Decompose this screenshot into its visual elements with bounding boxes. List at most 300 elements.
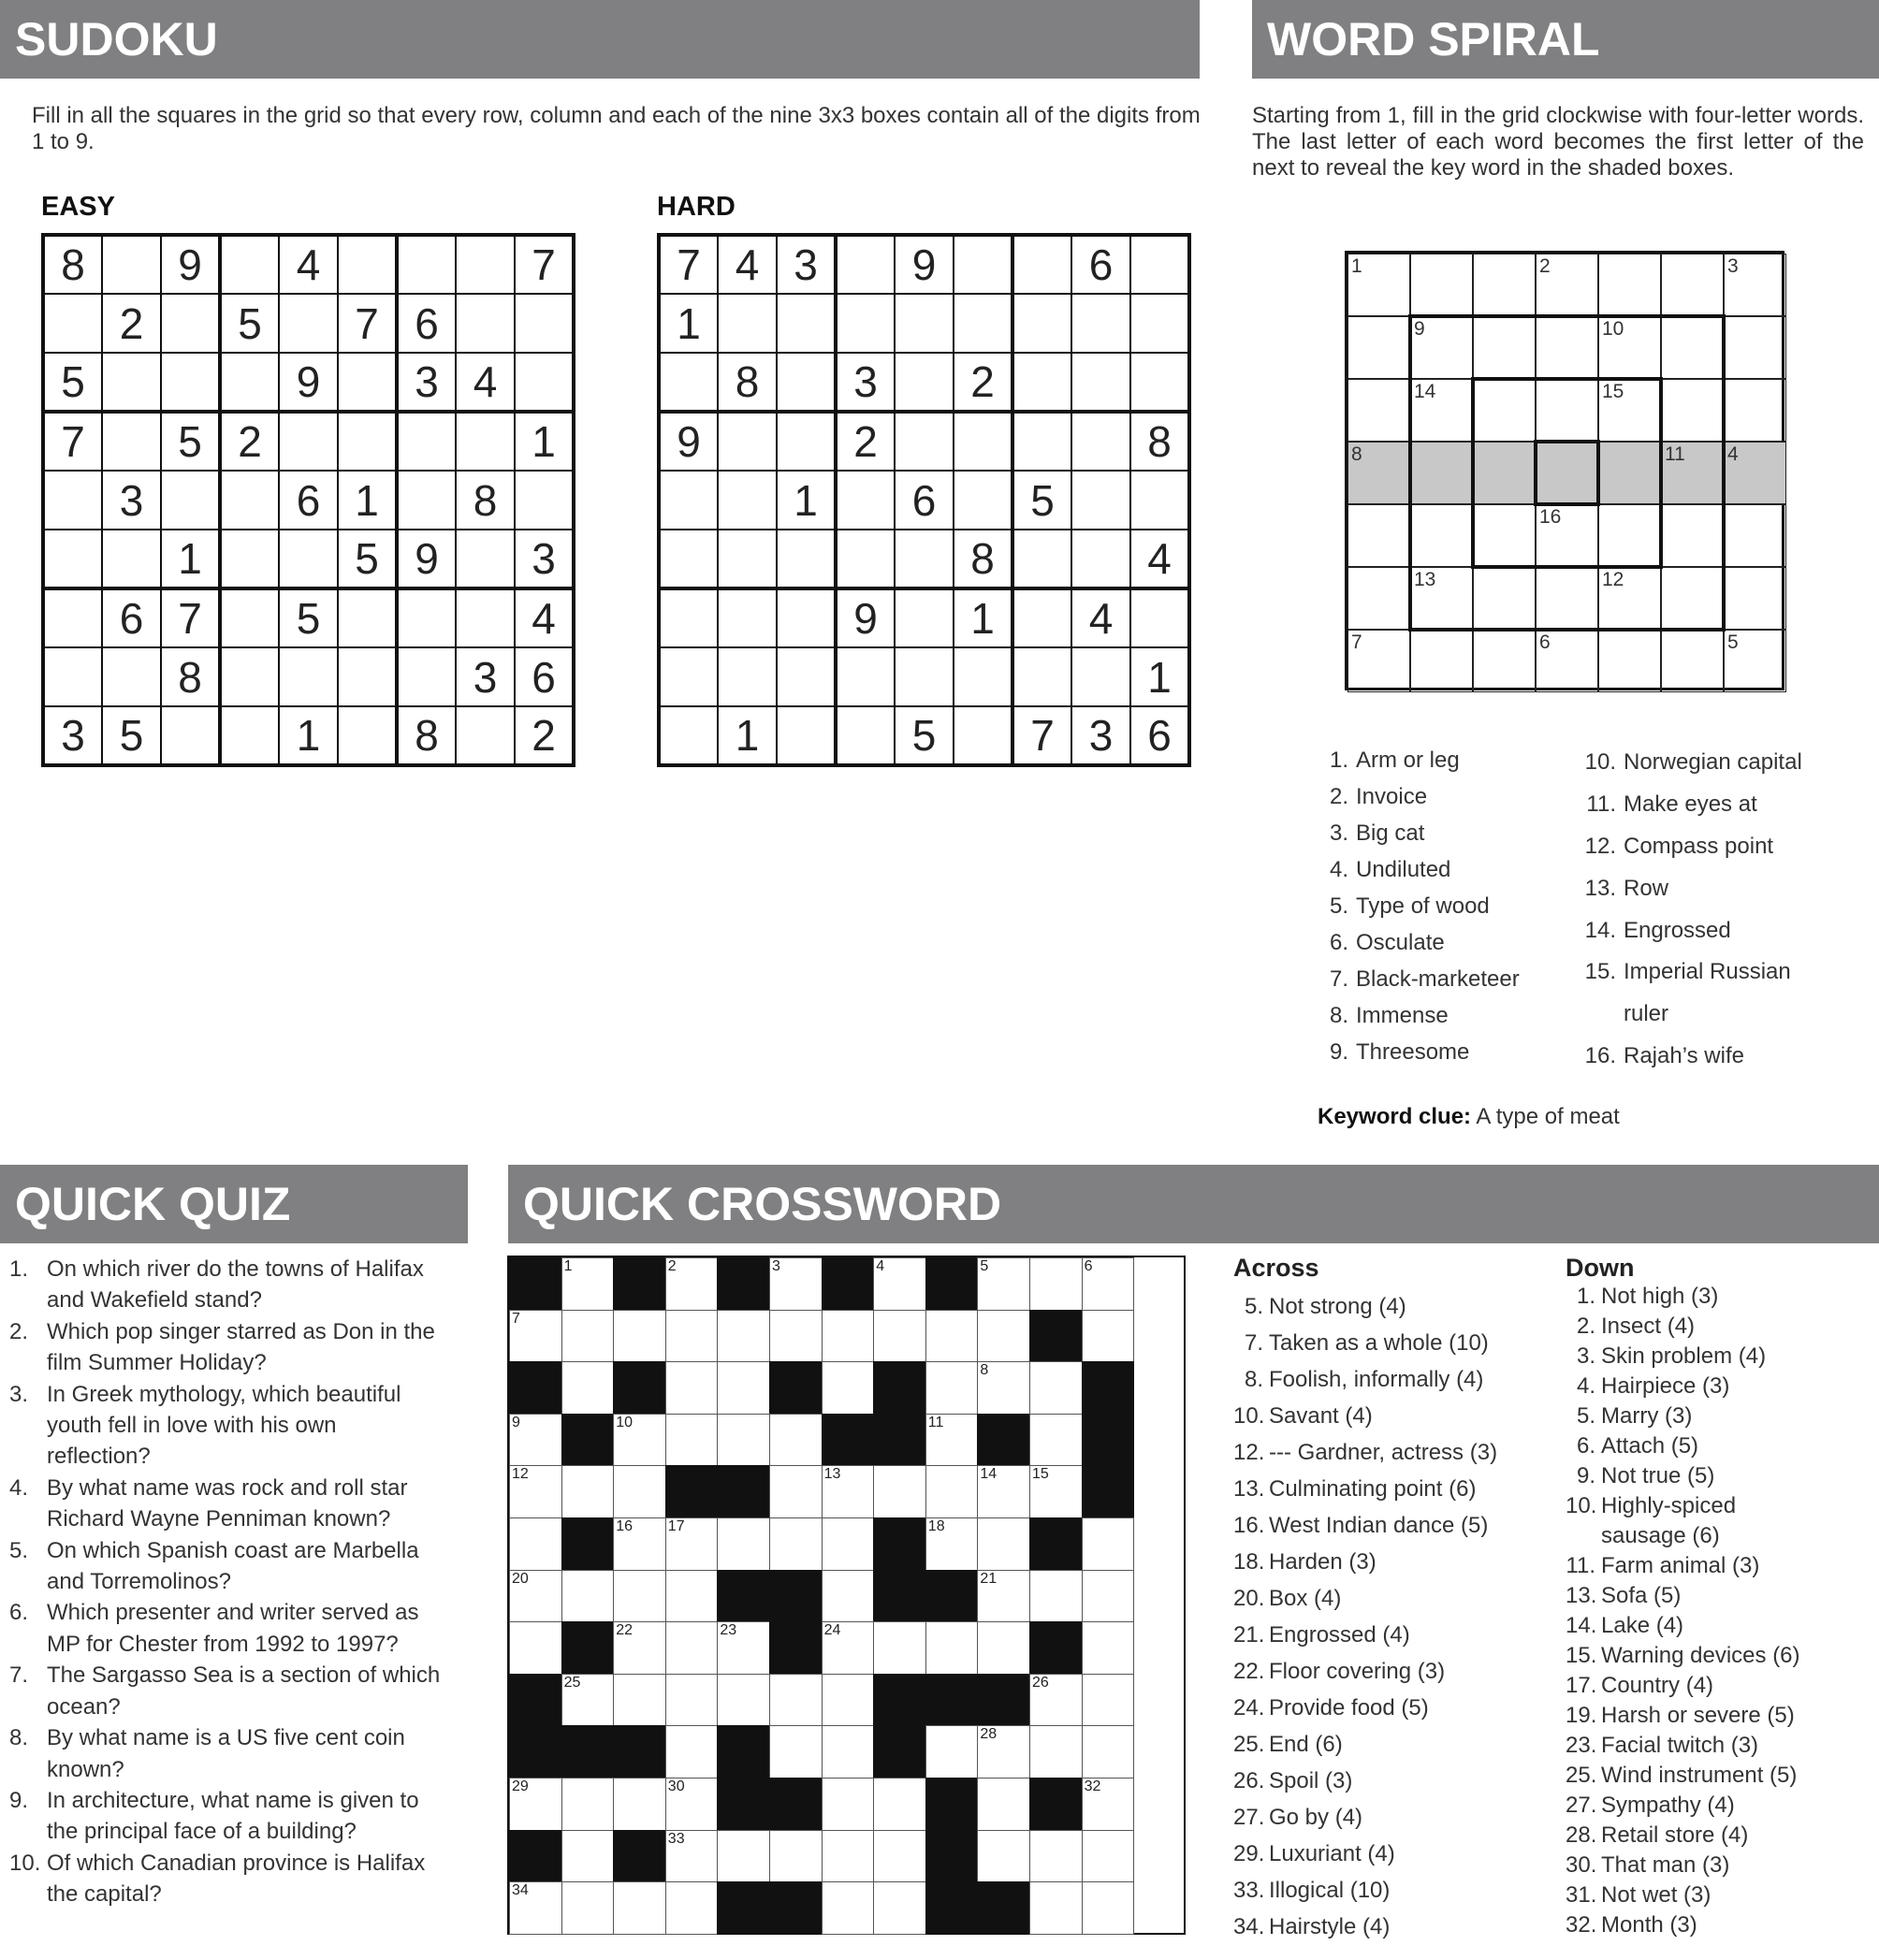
spiral-cell[interactable] [1410, 504, 1473, 567]
sudoku-cell[interactable] [836, 647, 895, 706]
crossword-cell[interactable] [561, 1570, 615, 1623]
sudoku-cell[interactable] [836, 235, 895, 294]
sudoku-cell[interactable]: 4 [515, 588, 574, 647]
spiral-cell[interactable] [1661, 254, 1724, 316]
sudoku-cell[interactable]: 9 [161, 235, 220, 294]
sudoku-cell[interactable] [718, 471, 777, 530]
crossword-cell[interactable] [1029, 1361, 1083, 1415]
sudoku-cell[interactable] [456, 588, 515, 647]
crossword-cell[interactable] [822, 1830, 875, 1883]
crossword-cell[interactable] [613, 1465, 666, 1518]
sudoku-cell[interactable] [954, 706, 1012, 765]
sudoku-cell[interactable]: 5 [220, 294, 279, 353]
sudoku-cell[interactable]: 3 [836, 353, 895, 412]
crossword-cell[interactable] [1082, 1778, 1135, 1831]
crossword-cell[interactable] [717, 1674, 770, 1727]
sudoku-cell[interactable] [456, 235, 515, 294]
sudoku-cell[interactable]: 1 [954, 588, 1012, 647]
sudoku-cell[interactable] [338, 235, 397, 294]
sudoku-cell[interactable] [777, 294, 836, 353]
crossword-cell[interactable] [977, 1570, 1030, 1623]
sudoku-cell[interactable] [161, 294, 220, 353]
spiral-cell[interactable] [1724, 567, 1786, 630]
crossword-cell[interactable] [873, 1778, 926, 1831]
sudoku-cell[interactable]: 3 [777, 235, 836, 294]
sudoku-cell[interactable] [1012, 235, 1071, 294]
sudoku-cell[interactable] [43, 471, 102, 530]
sudoku-cell[interactable] [397, 588, 456, 647]
crossword-cell[interactable] [1082, 1517, 1135, 1571]
crossword-cell[interactable] [769, 1517, 823, 1571]
spiral-cell[interactable] [1598, 316, 1661, 379]
sudoku-cell[interactable] [1071, 471, 1130, 530]
sudoku-cell[interactable] [895, 647, 954, 706]
sudoku-cell[interactable] [954, 294, 1012, 353]
sudoku-cell[interactable]: 8 [1130, 412, 1189, 471]
crossword-cell[interactable] [613, 1674, 666, 1727]
sudoku-cell[interactable]: 7 [43, 412, 102, 471]
sudoku-cell[interactable] [1012, 530, 1071, 588]
sudoku-cell[interactable] [718, 588, 777, 647]
sudoku-cell[interactable] [1071, 647, 1130, 706]
sudoku-cell[interactable] [1071, 412, 1130, 471]
crossword-cell[interactable] [509, 1778, 562, 1831]
sudoku-cell[interactable] [102, 412, 161, 471]
crossword-cell[interactable] [561, 1465, 615, 1518]
sudoku-cell[interactable] [954, 412, 1012, 471]
sudoku-cell[interactable]: 6 [895, 471, 954, 530]
sudoku-cell[interactable] [1130, 235, 1189, 294]
spiral-cell[interactable] [1347, 630, 1410, 692]
spiral-cell[interactable] [1661, 567, 1724, 630]
crossword-cell[interactable] [717, 1517, 770, 1571]
crossword-cell[interactable] [977, 1361, 1030, 1415]
sudoku-cell[interactable] [161, 353, 220, 412]
sudoku-cell[interactable]: 8 [456, 471, 515, 530]
sudoku-cell[interactable]: 6 [1071, 235, 1130, 294]
crossword-cell[interactable] [977, 1621, 1030, 1675]
crossword-cell[interactable] [613, 1310, 666, 1363]
sudoku-cell[interactable]: 9 [397, 530, 456, 588]
sudoku-cell[interactable]: 3 [515, 530, 574, 588]
crossword-cell[interactable] [665, 1257, 719, 1311]
crossword-cell[interactable] [561, 1257, 615, 1311]
crossword-cell[interactable] [1029, 1881, 1083, 1935]
crossword-cell[interactable] [769, 1257, 823, 1311]
spiral-cell[interactable] [1473, 504, 1536, 567]
sudoku-cell[interactable]: 1 [718, 706, 777, 765]
sudoku-cell[interactable] [220, 706, 279, 765]
crossword-cell[interactable] [717, 1414, 770, 1467]
sudoku-cell[interactable] [777, 647, 836, 706]
crossword-cell[interactable] [873, 1621, 926, 1675]
sudoku-cell[interactable]: 7 [338, 294, 397, 353]
sudoku-cell[interactable] [1130, 353, 1189, 412]
sudoku-cell[interactable] [220, 588, 279, 647]
sudoku-cell[interactable] [220, 235, 279, 294]
sudoku-cell[interactable]: 8 [718, 353, 777, 412]
spiral-cell[interactable] [1536, 316, 1598, 379]
sudoku-cell[interactable] [102, 647, 161, 706]
spiral-cell[interactable] [1473, 316, 1536, 379]
spiral-cell[interactable] [1536, 379, 1598, 442]
crossword-cell[interactable] [873, 1257, 926, 1311]
crossword-cell[interactable] [769, 1725, 823, 1779]
crossword-cell[interactable] [561, 1778, 615, 1831]
sudoku-cell[interactable] [279, 530, 338, 588]
sudoku-cell[interactable] [718, 530, 777, 588]
crossword-cell[interactable] [509, 1621, 562, 1675]
sudoku-cell[interactable]: 5 [1012, 471, 1071, 530]
crossword-cell[interactable] [822, 1881, 875, 1935]
sudoku-cell[interactable] [338, 647, 397, 706]
sudoku-cell[interactable] [836, 294, 895, 353]
sudoku-cell[interactable]: 6 [279, 471, 338, 530]
sudoku-cell[interactable] [895, 530, 954, 588]
sudoku-cell[interactable] [456, 412, 515, 471]
spiral-cell[interactable] [1347, 254, 1410, 316]
sudoku-cell[interactable] [102, 530, 161, 588]
spiral-cell[interactable] [1347, 379, 1410, 442]
sudoku-cell[interactable]: 2 [515, 706, 574, 765]
crossword-cell[interactable] [665, 1570, 719, 1623]
sudoku-cell[interactable] [43, 588, 102, 647]
crossword-cell[interactable] [769, 1465, 823, 1518]
crossword-cell[interactable] [613, 1414, 666, 1467]
sudoku-cell[interactable]: 8 [397, 706, 456, 765]
sudoku-cell[interactable] [279, 412, 338, 471]
sudoku-cell[interactable] [338, 412, 397, 471]
sudoku-cell[interactable]: 4 [1071, 588, 1130, 647]
crossword-cell[interactable] [509, 1517, 562, 1571]
sudoku-cell[interactable]: 5 [279, 588, 338, 647]
crossword-cell[interactable] [822, 1674, 875, 1727]
sudoku-cell[interactable] [718, 412, 777, 471]
sudoku-cell[interactable] [102, 353, 161, 412]
crossword-cell[interactable] [665, 1517, 719, 1571]
crossword-cell[interactable] [1029, 1414, 1083, 1467]
spiral-cell[interactable] [1724, 442, 1786, 504]
sudoku-cell[interactable] [777, 353, 836, 412]
spiral-cell[interactable] [1661, 379, 1724, 442]
sudoku-cell[interactable]: 3 [456, 647, 515, 706]
crossword-cell[interactable] [977, 1830, 1030, 1883]
spiral-cell[interactable] [1536, 504, 1598, 567]
spiral-cell[interactable] [1661, 504, 1724, 567]
crossword-cell[interactable] [561, 1830, 615, 1883]
sudoku-cell[interactable] [515, 471, 574, 530]
sudoku-cell[interactable] [777, 412, 836, 471]
sudoku-cell[interactable] [1071, 530, 1130, 588]
sudoku-cell[interactable] [279, 294, 338, 353]
sudoku-cell[interactable]: 3 [1071, 706, 1130, 765]
crossword-cell[interactable] [613, 1517, 666, 1571]
sudoku-cell[interactable] [777, 706, 836, 765]
spiral-cell[interactable] [1661, 442, 1724, 504]
crossword-cell[interactable] [977, 1725, 1030, 1779]
crossword-cell[interactable] [613, 1778, 666, 1831]
sudoku-cell[interactable]: 8 [954, 530, 1012, 588]
sudoku-cell[interactable] [161, 471, 220, 530]
crossword-cell[interactable] [665, 1414, 719, 1467]
sudoku-cell[interactable]: 9 [659, 412, 718, 471]
spiral-cell[interactable] [1536, 567, 1598, 630]
sudoku-cell[interactable] [836, 706, 895, 765]
sudoku-cell[interactable]: 8 [43, 235, 102, 294]
crossword-cell[interactable] [717, 1310, 770, 1363]
sudoku-cell[interactable] [954, 647, 1012, 706]
crossword-cell[interactable] [873, 1310, 926, 1363]
sudoku-cell[interactable]: 1 [777, 471, 836, 530]
crossword-cell[interactable] [925, 1310, 979, 1363]
sudoku-cell[interactable] [102, 235, 161, 294]
crossword-cell[interactable] [561, 1361, 615, 1415]
sudoku-cell[interactable] [397, 412, 456, 471]
crossword-cell[interactable] [925, 1465, 979, 1518]
sudoku-cell[interactable]: 4 [718, 235, 777, 294]
spiral-cell[interactable] [1598, 442, 1661, 504]
sudoku-cell[interactable]: 4 [279, 235, 338, 294]
sudoku-cell[interactable] [338, 588, 397, 647]
spiral-cell[interactable] [1410, 567, 1473, 630]
crossword-cell[interactable] [977, 1465, 1030, 1518]
spiral-cell[interactable] [1598, 630, 1661, 692]
crossword-cell[interactable] [769, 1830, 823, 1883]
sudoku-cell[interactable]: 1 [161, 530, 220, 588]
crossword-cell[interactable] [925, 1361, 979, 1415]
crossword-cell[interactable] [822, 1621, 875, 1675]
sudoku-cell[interactable]: 5 [102, 706, 161, 765]
spiral-cell[interactable] [1598, 567, 1661, 630]
sudoku-cell[interactable]: 1 [659, 294, 718, 353]
crossword-cell[interactable] [977, 1517, 1030, 1571]
spiral-cell[interactable] [1536, 442, 1598, 504]
sudoku-cell[interactable] [338, 706, 397, 765]
sudoku-cell[interactable]: 9 [279, 353, 338, 412]
crossword-cell[interactable] [822, 1778, 875, 1831]
sudoku-cell[interactable] [777, 588, 836, 647]
sudoku-cell[interactable]: 6 [515, 647, 574, 706]
crossword-cell[interactable] [822, 1465, 875, 1518]
sudoku-cell[interactable] [397, 647, 456, 706]
sudoku-cell[interactable]: 6 [1130, 706, 1189, 765]
spiral-cell[interactable] [1410, 316, 1473, 379]
spiral-cell[interactable] [1473, 442, 1536, 504]
sudoku-cell[interactable] [1071, 353, 1130, 412]
crossword-cell[interactable] [665, 1361, 719, 1415]
sudoku-cell[interactable]: 7 [659, 235, 718, 294]
crossword-cell[interactable] [822, 1570, 875, 1623]
sudoku-cell[interactable] [895, 353, 954, 412]
crossword-cell[interactable] [873, 1881, 926, 1935]
spiral-cell[interactable] [1473, 567, 1536, 630]
spiral-cell[interactable] [1410, 379, 1473, 442]
crossword-cell[interactable] [665, 1830, 719, 1883]
spiral-cell[interactable] [1598, 379, 1661, 442]
crossword-cell[interactable] [665, 1674, 719, 1727]
sudoku-cell[interactable]: 8 [161, 647, 220, 706]
crossword-cell[interactable] [977, 1257, 1030, 1311]
spiral-cell[interactable] [1724, 504, 1786, 567]
sudoku-cell[interactable] [456, 706, 515, 765]
crossword-cell[interactable] [1029, 1725, 1083, 1779]
sudoku-cell[interactable]: 6 [397, 294, 456, 353]
crossword-cell[interactable] [1029, 1465, 1083, 1518]
crossword-cell[interactable] [665, 1881, 719, 1935]
spiral-cell[interactable] [1724, 316, 1786, 379]
spiral-cell[interactable] [1473, 630, 1536, 692]
spiral-cell[interactable] [1347, 442, 1410, 504]
spiral-cell[interactable] [1661, 630, 1724, 692]
sudoku-cell[interactable] [1130, 471, 1189, 530]
sudoku-cell[interactable]: 5 [895, 706, 954, 765]
sudoku-cell[interactable]: 6 [102, 588, 161, 647]
spiral-cell[interactable] [1347, 316, 1410, 379]
sudoku-cell[interactable]: 1 [338, 471, 397, 530]
crossword-cell[interactable] [665, 1310, 719, 1363]
crossword-cell[interactable] [561, 1674, 615, 1727]
crossword-cell[interactable] [1082, 1570, 1135, 1623]
sudoku-cell[interactable] [338, 353, 397, 412]
crossword-cell[interactable] [613, 1570, 666, 1623]
crossword-cell[interactable] [977, 1778, 1030, 1831]
crossword-cell[interactable] [665, 1725, 719, 1779]
sudoku-cell[interactable] [659, 588, 718, 647]
crossword-cell[interactable] [509, 1414, 562, 1467]
crossword-cell[interactable] [665, 1621, 719, 1675]
spiral-cell[interactable] [1598, 504, 1661, 567]
spiral-cell[interactable] [1724, 254, 1786, 316]
crossword-cell[interactable] [925, 1621, 979, 1675]
crossword-cell[interactable] [873, 1830, 926, 1883]
sudoku-cell[interactable] [1012, 353, 1071, 412]
sudoku-cell[interactable] [220, 647, 279, 706]
crossword-cell[interactable] [1082, 1881, 1135, 1935]
spiral-cell[interactable] [1536, 630, 1598, 692]
sudoku-cell[interactable] [718, 647, 777, 706]
sudoku-cell[interactable] [895, 294, 954, 353]
crossword-cell[interactable] [561, 1310, 615, 1363]
sudoku-cell[interactable]: 1 [1130, 647, 1189, 706]
sudoku-cell[interactable] [659, 471, 718, 530]
crossword-cell[interactable] [977, 1310, 1030, 1363]
crossword-cell[interactable] [1029, 1570, 1083, 1623]
sudoku-cell[interactable] [515, 294, 574, 353]
sudoku-cell[interactable] [895, 588, 954, 647]
sudoku-cell[interactable] [43, 294, 102, 353]
sudoku-cell[interactable] [659, 647, 718, 706]
sudoku-cell[interactable] [895, 412, 954, 471]
crossword-cell[interactable] [509, 1465, 562, 1518]
sudoku-cell[interactable] [279, 647, 338, 706]
sudoku-cell[interactable]: 3 [43, 706, 102, 765]
crossword-cell[interactable] [665, 1778, 719, 1831]
spiral-cell[interactable] [1410, 630, 1473, 692]
crossword-cell[interactable] [822, 1725, 875, 1779]
sudoku-cell[interactable]: 2 [954, 353, 1012, 412]
sudoku-cell[interactable] [456, 294, 515, 353]
sudoku-cell[interactable]: 7 [515, 235, 574, 294]
crossword-cell[interactable] [1082, 1621, 1135, 1675]
sudoku-cell[interactable]: 7 [1012, 706, 1071, 765]
sudoku-cell[interactable] [954, 235, 1012, 294]
sudoku-cell[interactable] [659, 530, 718, 588]
sudoku-cell[interactable]: 2 [102, 294, 161, 353]
sudoku-cell[interactable]: 1 [279, 706, 338, 765]
sudoku-cell[interactable]: 2 [220, 412, 279, 471]
sudoku-cell[interactable] [1130, 588, 1189, 647]
sudoku-cell[interactable] [954, 471, 1012, 530]
sudoku-cell[interactable] [836, 471, 895, 530]
crossword-cell[interactable] [925, 1725, 979, 1779]
crossword-cell[interactable] [613, 1621, 666, 1675]
sudoku-cell[interactable] [220, 471, 279, 530]
crossword-cell[interactable] [717, 1621, 770, 1675]
sudoku-cell[interactable] [397, 471, 456, 530]
sudoku-cell[interactable] [777, 530, 836, 588]
spiral-cell[interactable] [1661, 316, 1724, 379]
sudoku-cell[interactable] [43, 530, 102, 588]
sudoku-cell[interactable] [1130, 294, 1189, 353]
sudoku-cell[interactable] [1012, 412, 1071, 471]
crossword-cell[interactable] [1082, 1725, 1135, 1779]
crossword-cell[interactable] [1029, 1257, 1083, 1311]
sudoku-cell[interactable]: 1 [515, 412, 574, 471]
spiral-cell[interactable] [1347, 504, 1410, 567]
sudoku-cell[interactable]: 9 [836, 588, 895, 647]
crossword-cell[interactable] [1082, 1310, 1135, 1363]
crossword-cell[interactable] [509, 1310, 562, 1363]
sudoku-cell[interactable] [1012, 294, 1071, 353]
sudoku-cell[interactable]: 4 [456, 353, 515, 412]
crossword-cell[interactable] [1082, 1257, 1135, 1311]
sudoku-cell[interactable] [220, 530, 279, 588]
sudoku-cell[interactable] [1071, 294, 1130, 353]
sudoku-cell[interactable]: 3 [397, 353, 456, 412]
crossword-cell[interactable] [613, 1881, 666, 1935]
sudoku-cell[interactable] [659, 706, 718, 765]
crossword-cell[interactable] [822, 1517, 875, 1571]
spiral-cell[interactable] [1724, 379, 1786, 442]
sudoku-cell[interactable] [220, 353, 279, 412]
spiral-cell[interactable] [1347, 567, 1410, 630]
sudoku-cell[interactable] [456, 530, 515, 588]
crossword-cell[interactable] [822, 1310, 875, 1363]
spiral-cell[interactable] [1473, 379, 1536, 442]
sudoku-cell[interactable]: 9 [895, 235, 954, 294]
spiral-cell[interactable] [1724, 630, 1786, 692]
spiral-cell[interactable] [1598, 254, 1661, 316]
crossword-cell[interactable] [1082, 1674, 1135, 1727]
spiral-cell[interactable] [1473, 254, 1536, 316]
sudoku-cell[interactable]: 3 [102, 471, 161, 530]
sudoku-cell[interactable]: 5 [338, 530, 397, 588]
sudoku-cell[interactable]: 2 [836, 412, 895, 471]
crossword-cell[interactable] [1029, 1674, 1083, 1727]
crossword-cell[interactable] [925, 1517, 979, 1571]
crossword-cell[interactable] [769, 1674, 823, 1727]
crossword-cell[interactable] [1082, 1830, 1135, 1883]
crossword-cell[interactable] [769, 1310, 823, 1363]
crossword-cell[interactable] [873, 1465, 926, 1518]
sudoku-cell[interactable] [161, 706, 220, 765]
crossword-cell[interactable] [717, 1361, 770, 1415]
sudoku-cell[interactable]: 7 [161, 588, 220, 647]
sudoku-cell[interactable]: 5 [43, 353, 102, 412]
sudoku-cell[interactable] [836, 530, 895, 588]
crossword-cell[interactable] [769, 1414, 823, 1467]
crossword-cell[interactable] [509, 1881, 562, 1935]
